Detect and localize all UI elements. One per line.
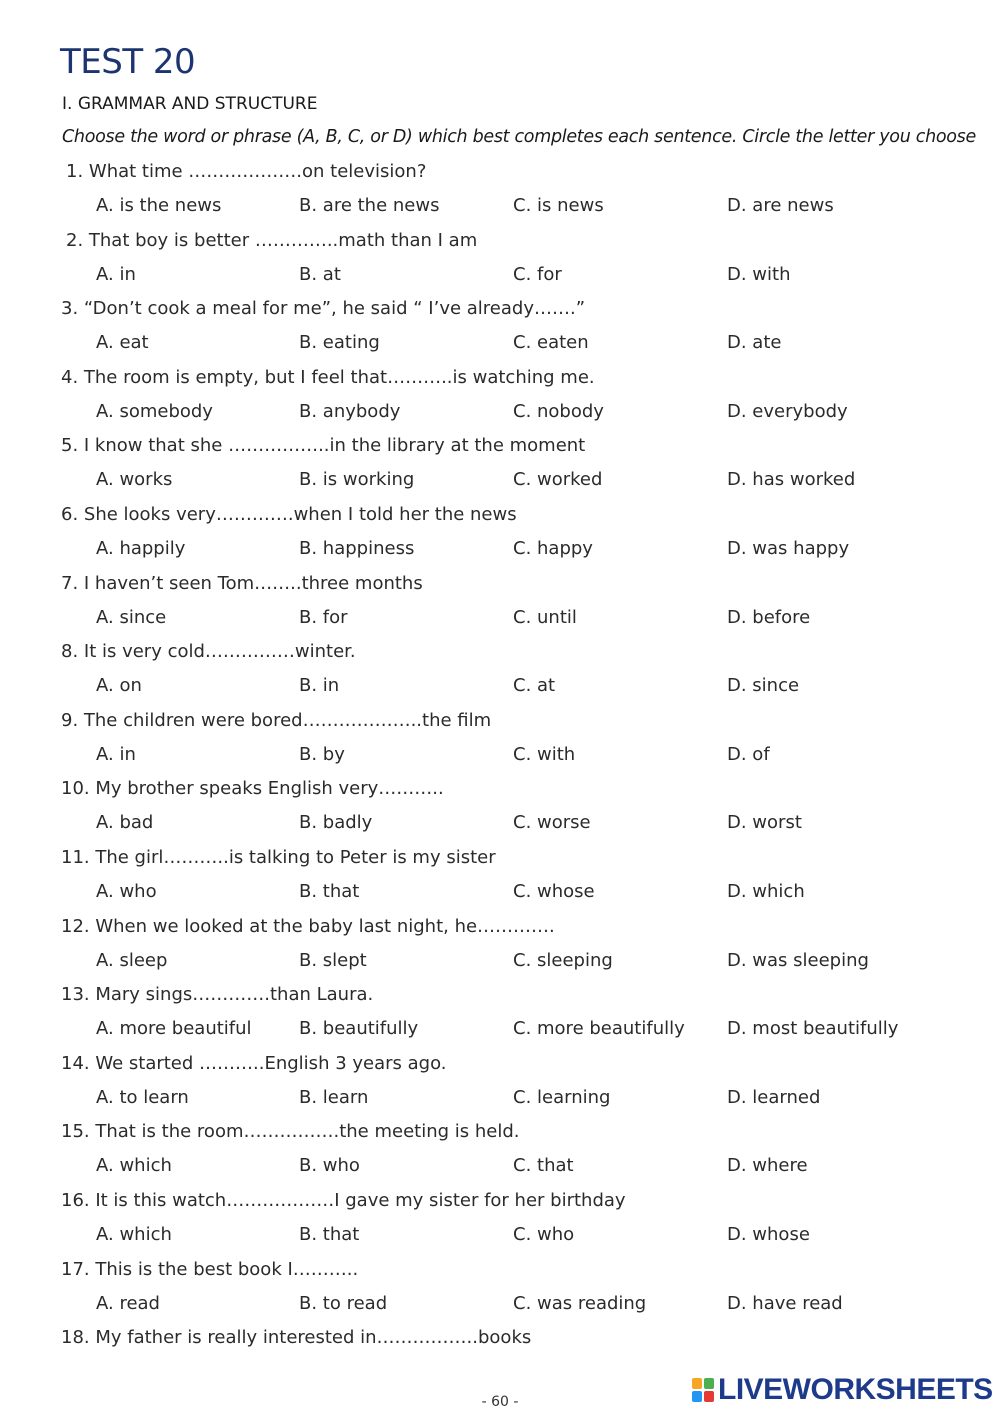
option-b[interactable]: B. are the news [299, 195, 440, 216]
question-item [0, 569, 1000, 638]
option-b[interactable]: B. at [299, 263, 341, 285]
test-title: TEST 20 [60, 42, 196, 82]
option-c[interactable]: C. for [513, 263, 562, 285]
option-a[interactable]: A. to learn [96, 1086, 189, 1108]
option-c[interactable]: C. who [513, 1223, 575, 1245]
option-b[interactable]: B. anybody [299, 400, 401, 422]
question-item [0, 980, 1000, 1049]
option-a[interactable]: A. in [96, 263, 136, 285]
option-c[interactable]: C. learning [513, 1086, 611, 1108]
option-c[interactable]: C. was reading [513, 1292, 647, 1314]
instruction-text: Choose the word or phrase (A, B, C, or D) which best completes each sentence. Circle the letter you choose [62, 127, 976, 147]
option-c[interactable]: C. that [513, 1155, 574, 1177]
question-item [0, 294, 1000, 363]
option-b[interactable]: B. slept [299, 949, 367, 971]
question-item [0, 1117, 1000, 1186]
question-item [0, 226, 1000, 295]
question-item [0, 706, 1000, 775]
question-item [0, 1186, 1000, 1255]
option-b[interactable]: B. for [299, 606, 348, 628]
option-d[interactable]: D. was sleeping [727, 949, 869, 971]
option-d[interactable]: D. where [727, 1155, 808, 1177]
option-d[interactable]: D. which [727, 880, 805, 902]
option-d[interactable]: D. before [727, 606, 811, 628]
option-c[interactable]: C. at [513, 675, 556, 697]
question-stem: 16. It is this watch………………I gave my sister for her birthday [61, 1189, 626, 1211]
logo-square [704, 1391, 714, 1402]
option-d[interactable]: D. was happy [727, 537, 850, 559]
option-a[interactable]: A. in [96, 743, 136, 765]
option-d[interactable]: D. learned [727, 1086, 821, 1108]
question-item [0, 431, 1000, 500]
option-b[interactable]: B. beautifully [299, 1018, 419, 1040]
question-item [0, 1049, 1000, 1118]
question-stem: 5. I know that she ……………..in the library at the moment [61, 435, 586, 457]
question-item [0, 1255, 1000, 1324]
option-a[interactable]: A. sleep [96, 949, 168, 971]
option-d[interactable]: D. since [727, 675, 800, 697]
option-b[interactable]: B. that [299, 1223, 360, 1245]
option-c[interactable]: C. is news [513, 195, 604, 216]
option-a[interactable]: A. eat [96, 332, 149, 354]
question-item [0, 912, 1000, 981]
option-c[interactable]: C. eaten [513, 332, 589, 354]
question-item [0, 500, 1000, 569]
logo-mark-icon [692, 1378, 714, 1402]
logo-text: LIVEWORKSHEETS [718, 1373, 993, 1406]
question-stem: 8. It is very cold……………winter. [61, 641, 356, 663]
option-a[interactable]: A. which [96, 1155, 172, 1177]
option-a[interactable]: A. is the news [96, 195, 222, 216]
option-b[interactable]: B. happiness [299, 537, 415, 559]
option-d[interactable]: D. most beautifully [727, 1018, 899, 1040]
option-a[interactable]: A. more beautiful [96, 1018, 252, 1040]
question-stem: 12. When we looked at the baby last night, he…………. [61, 915, 555, 937]
option-a[interactable]: A. happily [96, 537, 186, 559]
option-c[interactable]: C. whose [513, 880, 595, 902]
option-c[interactable]: C. worse [513, 812, 591, 834]
option-a[interactable]: A. who [96, 880, 157, 902]
option-c[interactable]: C. worked [513, 469, 603, 491]
question-stem: 9. The children were bored………………..the film [61, 709, 492, 731]
question-stem: 15. That is the room…………….the meeting is held. [61, 1121, 520, 1143]
option-a[interactable]: A. read [96, 1292, 160, 1314]
option-a[interactable]: A. on [96, 675, 142, 697]
option-b[interactable]: B. is working [299, 469, 415, 491]
logo-square [704, 1378, 714, 1389]
logo-square [692, 1391, 702, 1402]
option-c[interactable]: C. happy [513, 537, 593, 559]
option-b[interactable]: B. who [299, 1155, 360, 1177]
option-a[interactable]: A. works [96, 469, 173, 491]
option-d[interactable]: D. of [727, 743, 770, 765]
liveworksheets-logo[interactable] [692, 1374, 993, 1406]
question-item [0, 843, 1000, 912]
option-c[interactable]: C. nobody [513, 400, 604, 422]
question-item [0, 637, 1000, 706]
option-c[interactable]: C. with [513, 743, 576, 765]
question-stem: 1. What time ……………….on television? [66, 161, 427, 182]
option-c[interactable]: C. until [513, 606, 577, 628]
question-stem: 11. The girl………..is talking to Peter is my sister [61, 846, 496, 868]
question-stem: 13. Mary sings………….than Laura. [61, 984, 374, 1006]
option-a[interactable]: A. somebody [96, 400, 213, 422]
option-d[interactable]: D. everybody [727, 400, 848, 422]
question-stem: 4. The room is empty, but I feel that………..is watching me. [61, 366, 595, 388]
question-stem: 2. That boy is better …………..math than I am [66, 229, 478, 251]
question-stem: 3. “Don’t cook a meal for me”, he said “ I’ve already…….” [61, 298, 586, 320]
question-stem: 7. I haven’t seen Tom……..three months [61, 572, 423, 594]
option-b[interactable]: B. to read [299, 1292, 388, 1314]
question-stem: 14. We started ………..English 3 years ago. [61, 1052, 447, 1074]
option-a[interactable]: A. since [96, 606, 167, 628]
option-b[interactable]: B. that [299, 880, 360, 902]
option-d[interactable]: D. whose [727, 1223, 810, 1245]
option-d[interactable]: D. are news [727, 195, 834, 216]
option-d[interactable]: D. with [727, 263, 791, 285]
option-c[interactable]: C. more beautifully [513, 1018, 685, 1040]
option-d[interactable]: D. have read [727, 1292, 843, 1314]
option-b[interactable]: B. badly [299, 812, 373, 834]
question-stem: 18. My father is really interested in……………..books [61, 1327, 532, 1349]
question-stem: 6. She looks very………….when I told her the news [61, 503, 517, 525]
option-a[interactable]: A. which [96, 1223, 172, 1245]
option-d[interactable]: D. worst [727, 812, 802, 834]
option-d[interactable]: D. has worked [727, 469, 856, 491]
section-heading: I. GRAMMAR AND STRUCTURE [62, 94, 318, 114]
option-b[interactable]: B. eating [299, 332, 380, 354]
question-item [0, 157, 1000, 226]
question-list [0, 157, 1000, 1392]
option-d[interactable]: D. ate [727, 332, 782, 354]
option-a[interactable]: A. bad [96, 812, 154, 834]
page-number: - 60 - [481, 1394, 519, 1410]
option-b[interactable]: B. learn [299, 1086, 369, 1108]
question-item [0, 363, 1000, 432]
option-b[interactable]: B. by [299, 743, 345, 765]
logo-square [692, 1378, 702, 1389]
question-stem: 17. This is the best book I……….. [61, 1258, 359, 1280]
question-item [0, 774, 1000, 843]
question-stem: 10. My brother speaks English very……….. [61, 778, 444, 800]
option-c[interactable]: C. sleeping [513, 949, 613, 971]
option-b[interactable]: B. in [299, 675, 340, 697]
